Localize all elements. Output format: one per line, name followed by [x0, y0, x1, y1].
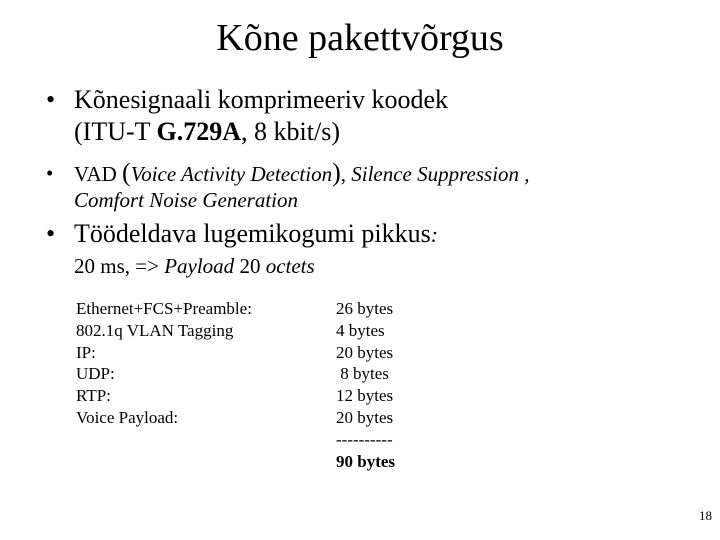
page-number: 18: [699, 508, 712, 523]
value-ethernet: 26 bytes: [336, 299, 394, 318]
value-rtp: 12 bytes: [336, 386, 394, 406]
bullet-payload-line2: [74, 250, 315, 282]
comfort-noise-generation: Comfort Noise Generation: [74, 188, 298, 212]
label-rtp: RTP:: [76, 386, 111, 406]
label-ethernet: Ethernet+FCS+Preamble:: [76, 299, 252, 318]
payload-word: Payload: [164, 254, 235, 278]
bullet-icon: •: [46, 85, 56, 114]
label-voice-payload: Voice Payload:: [76, 407, 179, 427]
vad-separator: ,: [340, 162, 352, 186]
label-ip: IP:: [76, 342, 96, 362]
bullet-vad-line1: [74, 160, 530, 187]
bullet-icon: •: [46, 161, 54, 185]
vad-close-paren: ): [332, 158, 341, 187]
sum-separator: ----------: [336, 429, 393, 449]
vad-full-name: Voice Activity Detection: [130, 162, 333, 186]
bullet-payload-line1: [74, 218, 438, 251]
codec-name: G.729A: [156, 117, 242, 146]
slide-title: Kõne pakettvõrgus: [216, 17, 504, 59]
vad-acronym: VAD: [74, 162, 123, 186]
value-voice-payload: 20 bytes: [336, 407, 394, 427]
codec-rate: , 8 kbit/s): [241, 117, 340, 146]
total-bytes: 90 bytes: [336, 451, 396, 471]
payload-unit: octets: [265, 254, 315, 278]
bullet-icon: •: [46, 219, 56, 248]
payload-size: 20: [234, 254, 266, 278]
bullet-codec-line1: Kõnesignaali komprimeeriv koodek: [74, 85, 449, 114]
silence-suppression: Silence Suppression ,: [351, 162, 530, 186]
value-vlan: 4 bytes: [336, 320, 385, 340]
label-vlan: 802.1q VLAN Tagging: [76, 320, 234, 340]
value-udp: 8 bytes: [336, 364, 389, 384]
payload-colon: :: [430, 222, 439, 247]
vad-open-paren: (: [122, 158, 131, 187]
header-labels-column: [76, 298, 252, 429]
payload-heading: Töödeldava lugemikogumi pikkus: [74, 219, 431, 248]
bullet-codec-line2: [74, 116, 340, 148]
header-sizes-column: [336, 298, 395, 472]
value-ip: 20 bytes: [336, 342, 394, 362]
label-udp: UDP:: [76, 364, 115, 384]
codec-standard-prefix: (ITU-T: [74, 117, 157, 146]
payload-duration: 20 ms, =>: [74, 254, 165, 278]
